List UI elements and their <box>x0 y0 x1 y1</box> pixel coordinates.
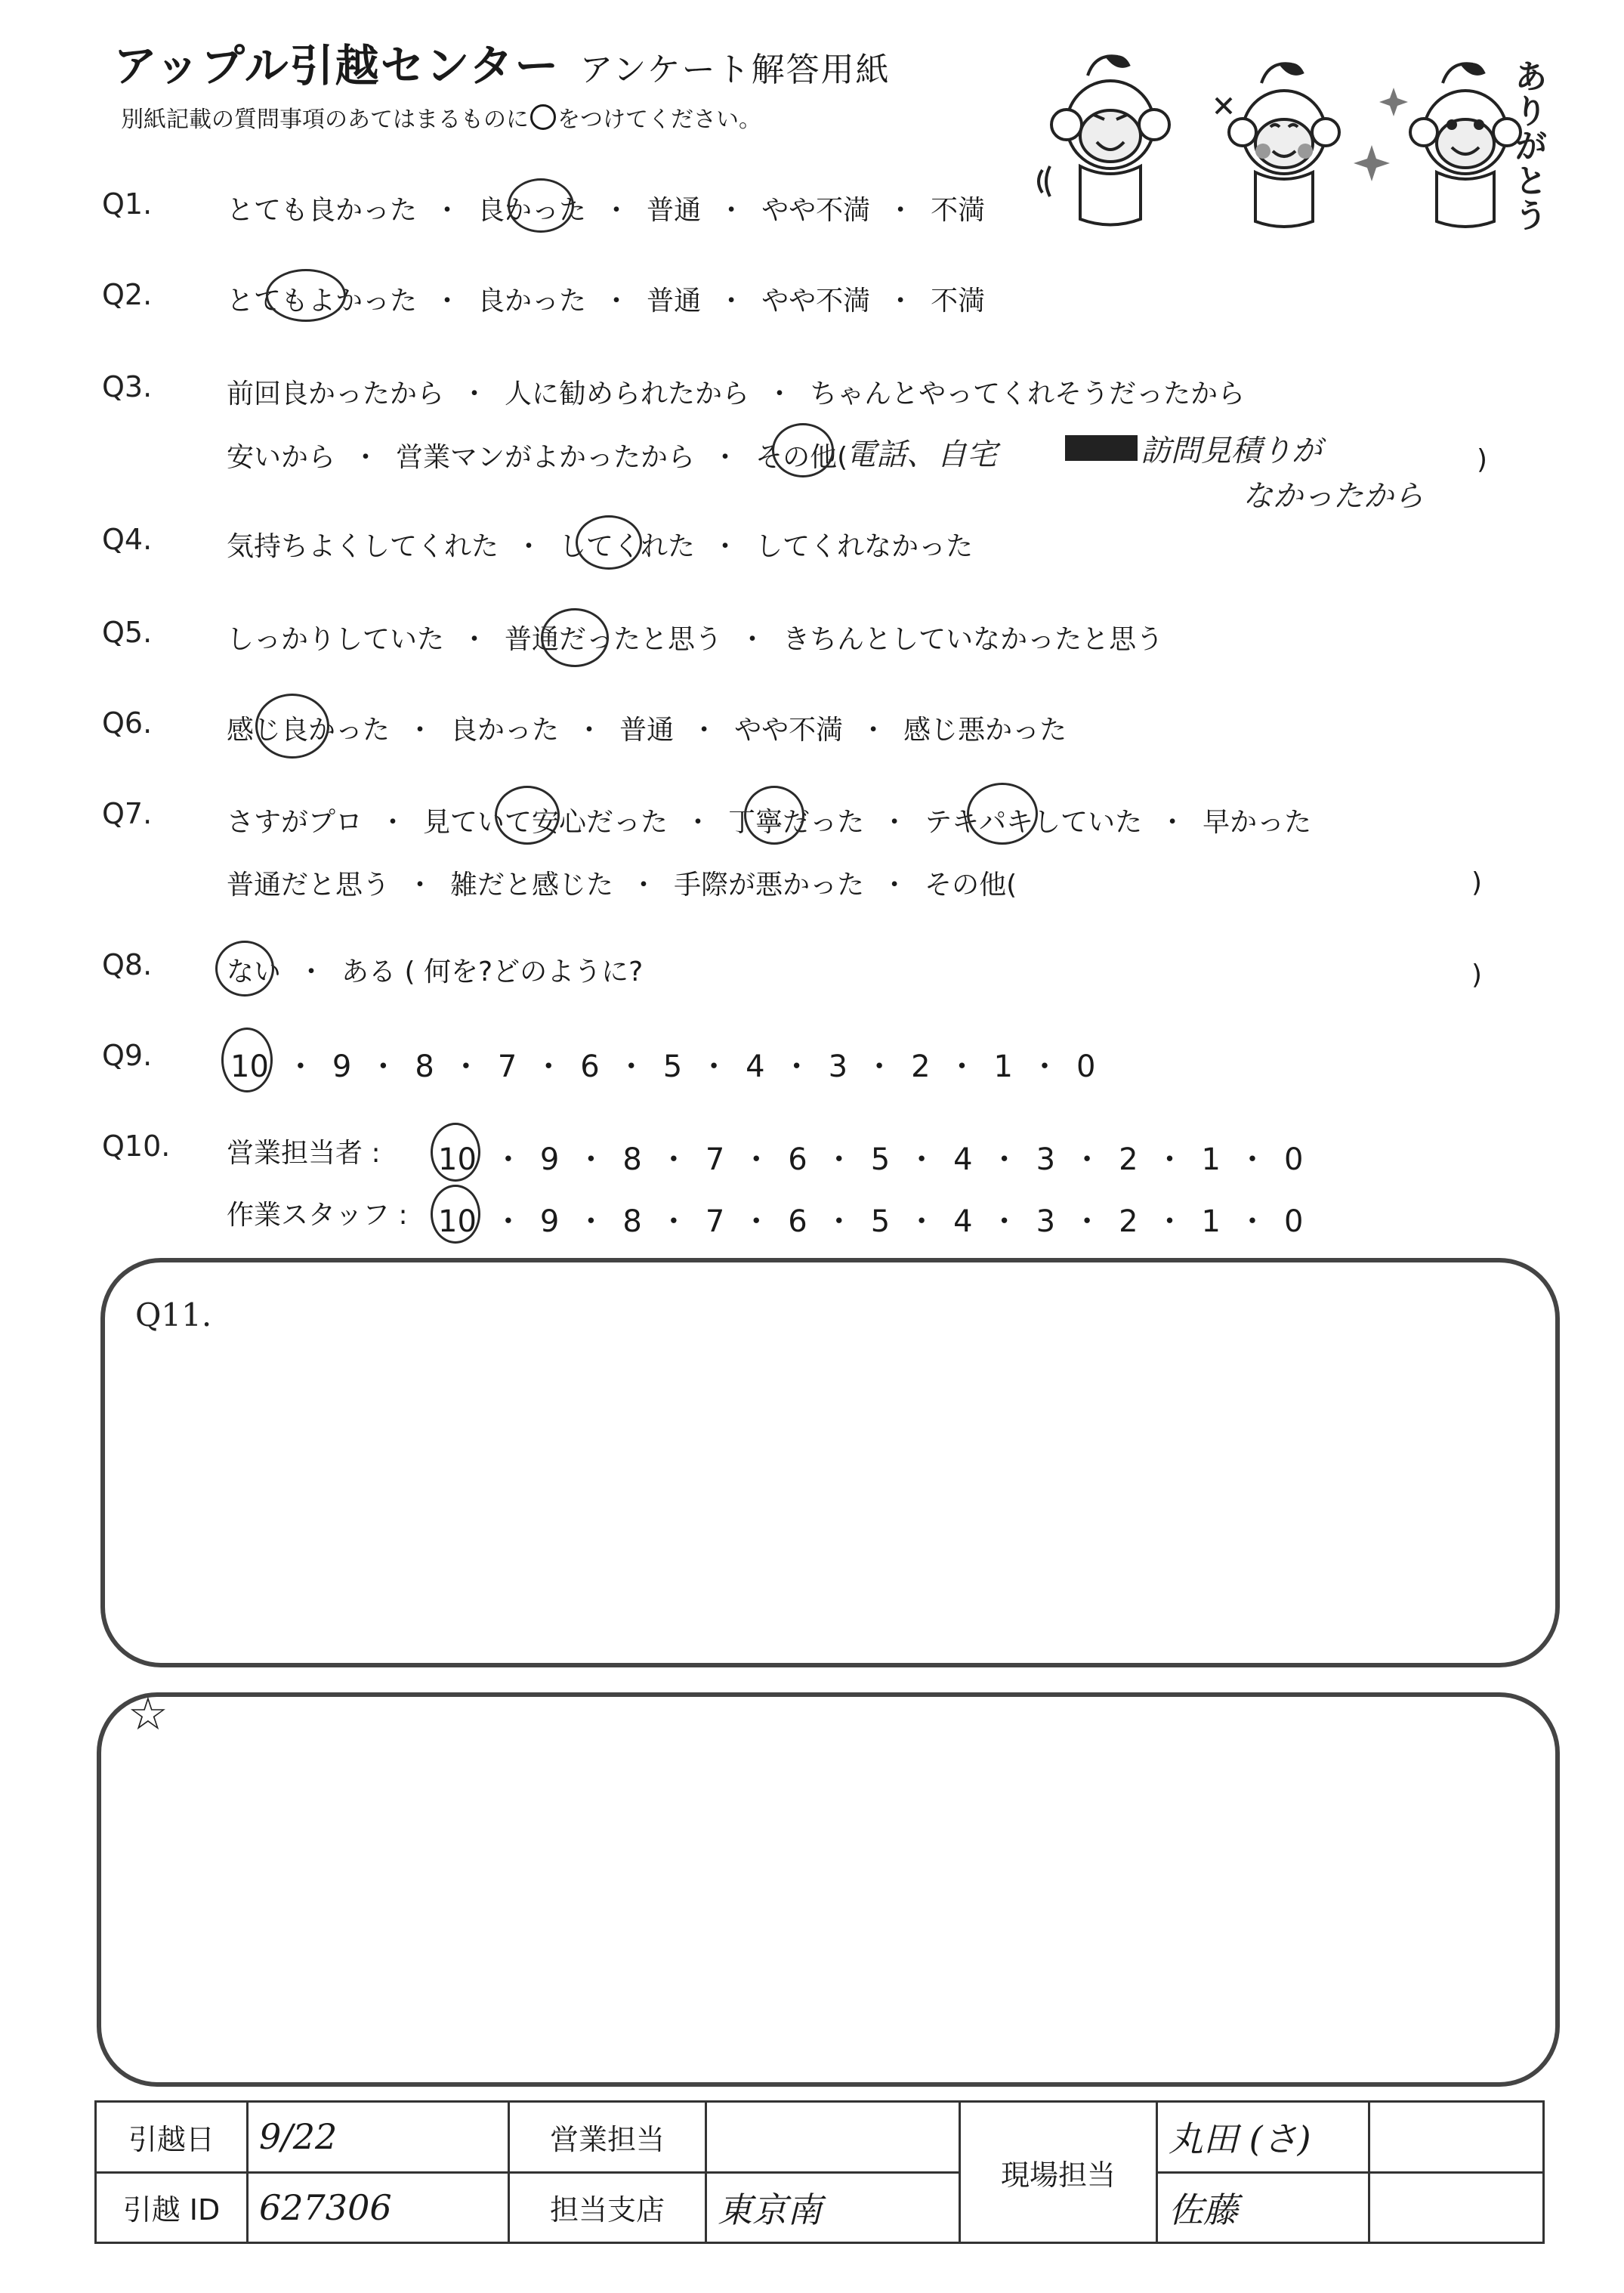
q7-options-row1: さすがプロ ・ 見ていて安心だった ・ 丁寧だった ・ テキパキしていた ・ 早かった <box>227 801 1311 839</box>
q10-staff-score-4[interactable]: 4 <box>953 1204 973 1239</box>
q9-score-4[interactable]: 4 <box>746 1049 765 1084</box>
q9-selection-circle <box>221 1028 273 1092</box>
q7-selection-circle-3 <box>967 783 1038 845</box>
q5-selection-circle <box>541 608 609 667</box>
q3-options-row2: 安いから ・ 営業マンがよかったから ・ その他( <box>227 436 848 474</box>
q10-sales-score-2[interactable]: 2 <box>1119 1142 1138 1177</box>
q7-close-paren: ) <box>1471 867 1483 898</box>
q3-options-row1: 前回良かったから ・ 人に勧められたから ・ ちゃんとやってくれそうだったから <box>227 372 1245 411</box>
q2-label: Q2. <box>102 278 153 311</box>
q6-option-2[interactable]: 良かった <box>450 715 560 746</box>
q6-option-3[interactable]: 普通 <box>619 715 675 746</box>
move-date-label: 引越日 <box>96 2102 248 2173</box>
q4-option-2[interactable]: してくれた <box>559 531 696 562</box>
q8-label: Q8. <box>102 948 153 981</box>
q2-selection-circle <box>266 269 346 322</box>
q3-option-1[interactable]: 前回良かったから <box>227 379 445 409</box>
q1-option-3[interactable]: 普通 <box>647 195 702 226</box>
q4-selection-circle <box>576 515 642 570</box>
q9-score-8[interactable]: 8 <box>415 1049 434 1084</box>
q5-label: Q5. <box>102 616 153 649</box>
q10-staff-score-6[interactable]: 6 <box>788 1204 807 1239</box>
q3-selection-circle <box>772 423 834 477</box>
sales-rep-label: 営業担当 <box>509 2102 706 2173</box>
q7-option-5[interactable]: 早かった <box>1203 807 1312 838</box>
q10-staff-score-8[interactable]: 8 <box>622 1204 642 1239</box>
q1-label: Q1. <box>102 187 153 221</box>
q10-staff-selection-circle <box>431 1185 480 1244</box>
star-icon: ☆ <box>128 1688 168 1741</box>
q1-option-2[interactable]: 良かった <box>477 195 587 226</box>
q10-sales-score-10[interactable]: 10 <box>438 1142 477 1177</box>
q1-option-5[interactable]: 不満 <box>931 195 986 226</box>
q5-options: しっかりしていた ・ 普通だったと思う ・ きちんとしていなかったと思う <box>227 618 1163 657</box>
q8-options: ない ・ ある ( 何を?どのように? <box>227 950 643 989</box>
q10-staff-label: 作業スタッフ : <box>227 1200 408 1231</box>
q11-label: Q11. <box>135 1296 212 1333</box>
q7-option-2[interactable]: 見ていて安心だった <box>423 807 668 838</box>
company-name: アップル引越センター <box>113 40 560 91</box>
q2-option-1[interactable]: とてもよかった <box>227 286 418 317</box>
q6-option-1[interactable]: 感じ良かった <box>227 715 391 746</box>
q9-score-1[interactable]: 1 <box>993 1049 1013 1084</box>
site-staff-extra-1 <box>1369 2102 1544 2173</box>
q9-score-10[interactable]: 10 <box>230 1049 269 1084</box>
q6-options: 感じ良かった ・ 良かった ・ 普通 ・ やや不満 ・ 感じ悪かった <box>227 709 1067 747</box>
q3-option-6[interactable]: その他( <box>755 442 848 473</box>
q7-option-1[interactable]: さすがプロ <box>227 807 363 838</box>
q2-option-5[interactable]: 不満 <box>931 286 986 317</box>
q1-option-4[interactable]: やや不満 <box>761 195 871 226</box>
q10-staff-score-2[interactable]: 2 <box>1119 1204 1138 1239</box>
site-staff-value-2: 佐藤 <box>1157 2172 1369 2243</box>
q9-score-2[interactable]: 2 <box>911 1049 931 1084</box>
form-subtitle: アンケート解答用紙 <box>579 51 891 89</box>
q9-label: Q9. <box>102 1039 153 1072</box>
q7-option-7[interactable]: 雑だと感じた <box>450 870 614 901</box>
monkey-mascots-icon <box>1035 45 1556 249</box>
q10-staff-score-7[interactable]: 7 <box>705 1204 725 1239</box>
branch-label: 担当支店 <box>509 2172 706 2243</box>
q10-staff-score-0[interactable]: 0 <box>1283 1204 1304 1239</box>
q2-options: とてもよかった ・ 良かった ・ 普通 ・ やや不満 ・ 不満 <box>227 280 985 318</box>
q10-sales-scale: 10 ・ 9 ・ 8 ・ 7 ・ 6 ・ 5 ・ 4 ・ 3 ・ 2 ・ 1 ・ 0 <box>438 1142 1304 1177</box>
move-id-label: 引越 ID <box>96 2172 248 2243</box>
q3-option-5[interactable]: 営業マンがよかったから <box>396 442 696 473</box>
q7-option-8[interactable]: 手際が悪かった <box>674 870 865 901</box>
q10-staff-score-1[interactable]: 1 <box>1201 1204 1221 1239</box>
q6-option-5[interactable]: 感じ悪かった <box>903 715 1067 746</box>
q3-handwritten-line1: 電話、自宅 <box>846 437 997 472</box>
q10-sales-score-6[interactable]: 6 <box>788 1142 807 1177</box>
q7-label: Q7. <box>102 797 153 830</box>
q10-staff-score-10[interactable]: 10 <box>438 1204 477 1239</box>
site-staff-value-1: 丸田 (さ) <box>1157 2102 1369 2173</box>
thanks-text: ありがとう <box>1508 59 1547 233</box>
q7-option-4[interactable]: テキパキしていた <box>925 807 1143 838</box>
q10-staff-score-3[interactable]: 3 <box>1036 1204 1056 1239</box>
q1-option-1[interactable]: とても良かった <box>227 195 418 226</box>
q10-sales-score-4[interactable]: 4 <box>953 1142 973 1177</box>
q9-score-5[interactable]: 5 <box>662 1049 683 1084</box>
q7-option-3[interactable]: 丁寧だった <box>728 807 865 838</box>
q9-score-6[interactable]: 6 <box>580 1049 600 1084</box>
q9-score-3[interactable]: 3 <box>828 1049 848 1084</box>
instruction-text: 別紙記載の質問事項のあてはまるものに をつけてください。 <box>121 100 761 134</box>
move-date-value: 9/22 <box>248 2102 509 2173</box>
q8-selection-circle <box>215 941 274 997</box>
q10-staff-score-9[interactable]: 9 <box>539 1204 560 1239</box>
q7-selection-circle-2 <box>744 786 804 845</box>
q6-option-4[interactable]: やや不満 <box>734 715 844 746</box>
q3-option-4[interactable]: 安いから <box>227 442 336 473</box>
q10-staff-score-5[interactable]: 5 <box>870 1204 891 1239</box>
monkey-mascots-illustration <box>1035 45 1556 249</box>
q2-option-4[interactable]: やや不満 <box>761 286 871 317</box>
q9-score-9[interactable]: 9 <box>332 1049 352 1084</box>
q10-label: Q10. <box>102 1130 171 1163</box>
q10-sales-selection-circle <box>431 1123 480 1182</box>
circle-mark-icon <box>530 104 556 130</box>
q10-sales-score-9[interactable]: 9 <box>539 1142 560 1177</box>
branch-value: 東京南 <box>706 2172 960 2243</box>
q10-sales-score-0[interactable]: 0 <box>1283 1142 1304 1177</box>
q9-score-0[interactable]: 0 <box>1076 1049 1096 1084</box>
redaction-mark <box>1065 435 1138 461</box>
q2-option-2[interactable]: 良かった <box>477 286 587 317</box>
q7-option-6[interactable]: 普通だと思う <box>227 870 391 901</box>
q1-selection-circle <box>508 178 574 233</box>
form-title <box>113 30 891 94</box>
q10-sales-score-5[interactable]: 5 <box>870 1142 891 1177</box>
sales-rep-value <box>706 2102 960 2173</box>
q5-option-1[interactable]: しっかりしていた <box>227 624 445 655</box>
q8-option-2[interactable]: ある ( 何を?どのように? <box>341 956 644 987</box>
q4-options: 気持ちよくしてくれた ・ してくれた ・ してくれなかった <box>227 525 973 564</box>
q7-selection-circle-1 <box>495 786 560 845</box>
q3-close-paren: ) <box>1477 444 1488 475</box>
q1-options: とても良かった ・ 良かった ・ 普通 ・ やや不満 ・ 不満 <box>227 189 985 227</box>
q6-label: Q6. <box>102 706 153 740</box>
q3-handwritten-line2: 訪問見積りが <box>1141 434 1322 468</box>
q4-option-1[interactable]: 気持ちよくしてくれた <box>227 531 499 562</box>
q10-sales-score-1[interactable]: 1 <box>1201 1142 1221 1177</box>
q9-score-7[interactable]: 7 <box>497 1049 517 1084</box>
q6-selection-circle <box>255 694 329 759</box>
q3-handwritten-line3: なかったから <box>1243 479 1424 514</box>
q4-label: Q4. <box>102 523 153 556</box>
q5-option-3[interactable]: きちんとしていなかったと思う <box>783 624 1164 655</box>
q10-sales-score-7[interactable]: 7 <box>705 1142 725 1177</box>
footer-info-table <box>94 2100 1545 2244</box>
q5-option-2[interactable]: 普通だったと思う <box>505 624 723 655</box>
q10-sales-score-8[interactable]: 8 <box>622 1142 642 1177</box>
q2-option-3[interactable]: 普通 <box>647 286 702 317</box>
move-id-value: 627306 <box>248 2172 509 2243</box>
q9-scale: 10 ・ 9 ・ 8 ・ 7 ・ 6 ・ 5 ・ 4 ・ 3 ・ 2 ・ 1 ・ 0 <box>230 1049 1096 1084</box>
q8-close-paren: ) <box>1471 960 1483 990</box>
q7-option-9[interactable]: その他( <box>925 870 1017 901</box>
q10-staff-scale: 10 ・ 9 ・ 8 ・ 7 ・ 6 ・ 5 ・ 4 ・ 3 ・ 2 ・ 1 ・ 0 <box>438 1204 1304 1239</box>
q11-answer-box[interactable] <box>100 1258 1560 1667</box>
q8-option-1[interactable]: ない <box>227 956 282 987</box>
q7-options-row2: 普通だと思う ・ 雑だと感じた ・ 手際が悪かった ・ その他( <box>227 864 1017 902</box>
comment-box[interactable] <box>97 1688 1560 2087</box>
q3-option-2[interactable]: 人に勧められたから <box>505 379 750 409</box>
site-staff-label: 現場担当 <box>960 2102 1157 2243</box>
site-staff-extra-2 <box>1369 2172 1544 2243</box>
q10-sales-label: 営業担当者 : <box>227 1138 381 1169</box>
q3-option-3[interactable]: ちゃんとやってくれそうだったから <box>810 379 1246 409</box>
q3-label: Q3. <box>102 370 153 403</box>
q10-sales-score-3[interactable]: 3 <box>1036 1142 1056 1177</box>
q4-option-3[interactable]: してくれなかった <box>755 531 974 562</box>
